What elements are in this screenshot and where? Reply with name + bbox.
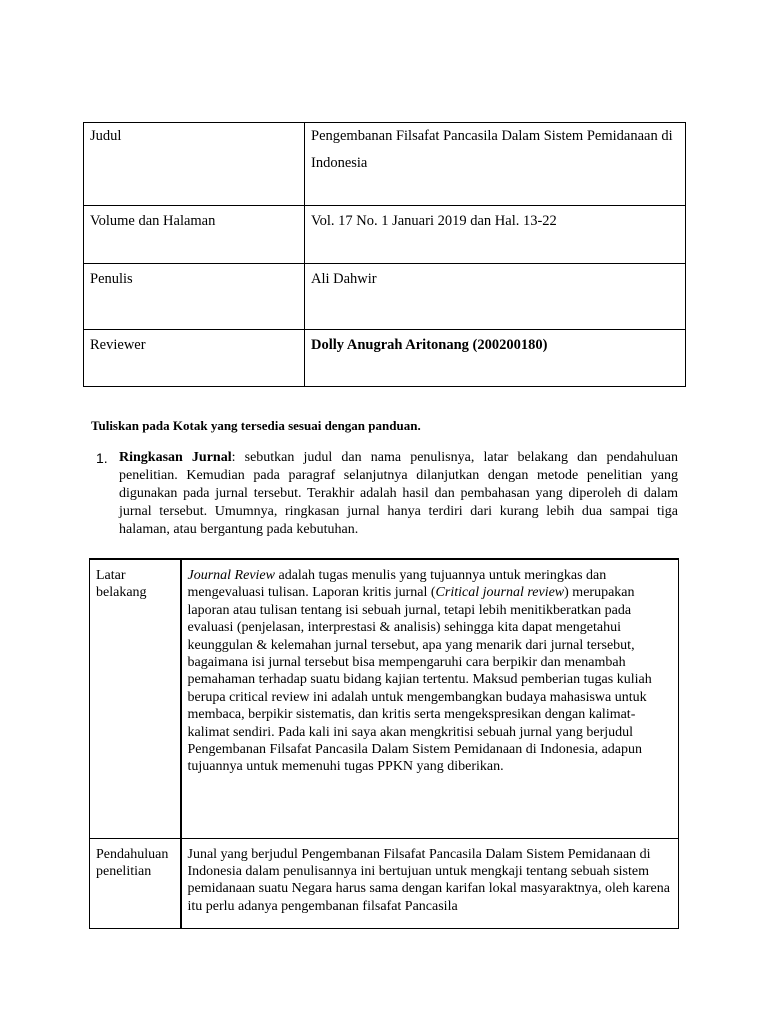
author-value: Ali Dahwir — [305, 264, 686, 330]
background-label: Latar belakang — [90, 559, 181, 838]
background-italic-term-1: Journal Review — [187, 568, 275, 583]
review-table — [89, 558, 679, 929]
table-row — [84, 330, 686, 387]
table-row — [90, 838, 679, 928]
section-body: : sebutkan judul dan nama penulisnya, latar belakang dan pendahuluan penelitian. Kemudian pada paragraf selanjutnya dilanjutkan dengan metode penelitian yang digunakan pada jurnal tersebut. Terakhir adalah hasil dan pembahasan yang diperoleh di dalam jurnal tersebut. Umumnya, ringkasan jurnal hanya terdiri dari kurang lebih dua sampai tiga halaman, atau bergantung pada kebutuhan. — [119, 450, 678, 537]
background-text-1: adalah tugas menulis yang tujuannya untuk meringkas dan mengevaluasi tulisan. Laporan kritis jurnal ( — [187, 568, 607, 601]
background-text-2: ) merupakan laporan atau tulisan tentang isi sebuah jurnal, tetapi lebih menitikberatkan pada evaluasi (penjelasan, interprestasi & analisis) sehingga kita dapat mengetahui keunggulan & kelemahan jurnal tersebut, apa yang menarik dari jurnal tersebut, bagaimana isi jurnal tersebut bisa mempengaruhi cara berpikir dan menambah pemahaman terhadap suatu bidang kajian tertentu. Maksud pemberian tugas kuliah berupa critical review ini adalah untuk mengembangkan budaya mahasiswa untuk membaca, berpikir sistematis, dan kritis serta mengekspresikan dengan kalimat-kalimat sendiri. Pada kali ini saya akan mengkritisi sebuah jurnal yang berjudul Pengembanan Filsafat Pancasila Dalam Sistem Pemidanaan di Indonesia, adapun tujuannya untuk memenuhi tugas PPKN yang diberikan. — [187, 585, 652, 775]
title-value: Pengembanan Filsafat Pancasila Dalam Sistem Pemidanaan di Indonesia — [305, 123, 686, 206]
volume-value: Vol. 17 No. 1 Januari 2019 dan Hal. 13-22 — [305, 206, 686, 264]
table-row — [84, 264, 686, 330]
reviewer-value: Dolly Anugrah Aritonang (200200180) — [305, 330, 686, 387]
reviewer-label: Reviewer — [84, 330, 305, 387]
volume-label: Volume dan Halaman — [84, 206, 305, 264]
background-italic-term-2: Critical journal review — [435, 585, 565, 601]
section-paragraph — [119, 449, 678, 539]
introduction-label: Pendahuluan penelitian — [90, 838, 181, 928]
introduction-content: Junal yang berjudul Pengembanan Filsafat Pancasila Dalam Sistem Pemidanaan di Indonesia dalam penulisannya ini bertujuan untuk mengkaji tentang sebuah sistem pemidanaan suatu Negara harus sama dengan karifan lokal masyaraktnya, oleh karena itu perlu adanya pengembanan filsafat Pancasila — [181, 838, 679, 928]
table-row — [90, 559, 679, 838]
instruction-text: Tuliskan pada Kotak yang tersedia sesuai dengan panduan. — [91, 418, 421, 433]
background-content — [181, 559, 679, 838]
section-title: Ringkasan Jurnal — [119, 450, 232, 465]
author-label: Penulis — [84, 264, 305, 330]
table-row — [84, 206, 686, 264]
section-summary — [96, 449, 678, 539]
section-number: 1. — [96, 450, 108, 466]
journal-info-table — [83, 122, 686, 387]
title-label: Judul — [84, 123, 305, 206]
table-row — [84, 123, 686, 206]
